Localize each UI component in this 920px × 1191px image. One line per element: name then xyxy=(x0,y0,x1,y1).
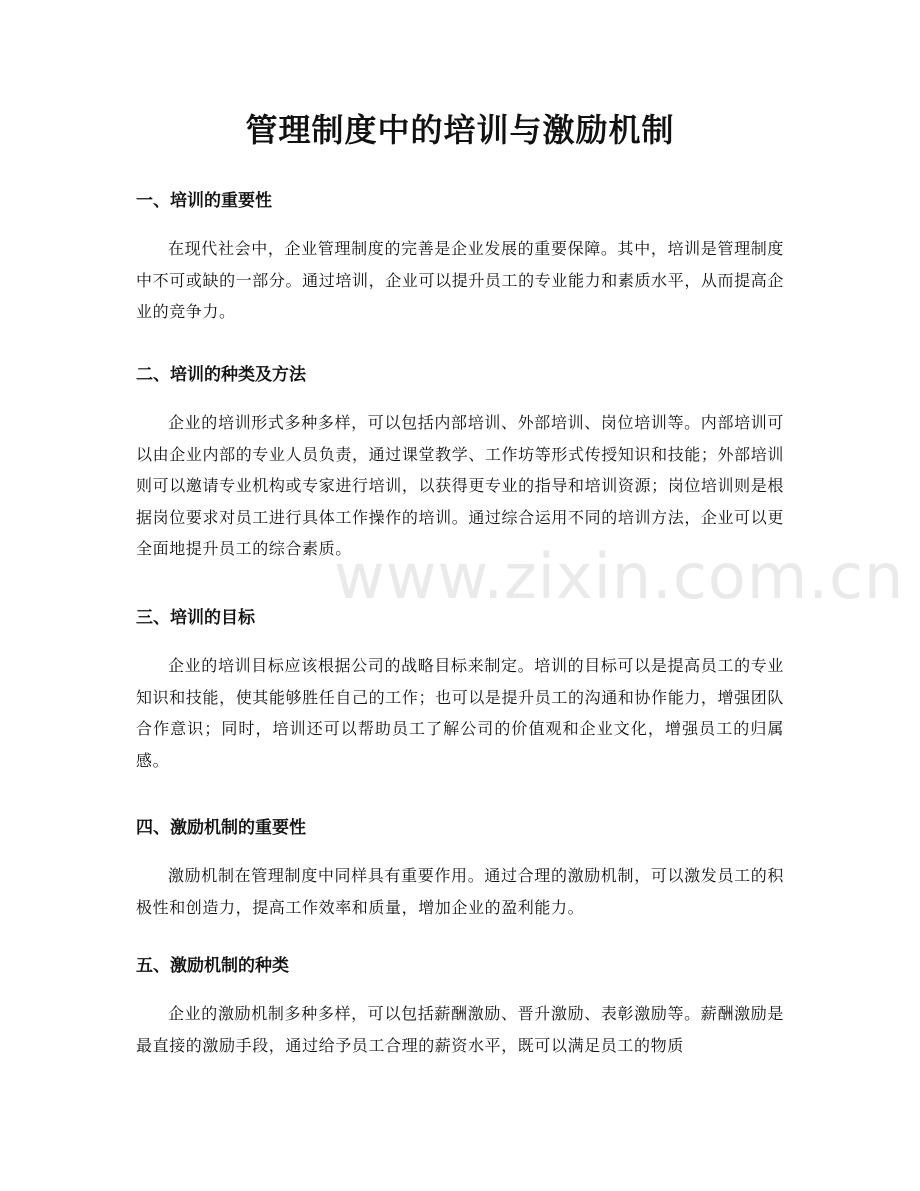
section-incentive-types xyxy=(136,954,784,1061)
section-paragraph: 激励机制在管理制度中同样具有重要作用。通过合理的激励机制，可以激发员工的积极性和创造力，提高工作效率和质量，增加企业的盈利能力。 xyxy=(136,866,784,917)
document-title: 管理制度中的培训与激励机制 xyxy=(245,111,675,149)
section-incentive-importance xyxy=(136,816,784,923)
section-training-types xyxy=(136,363,784,565)
section-training-importance xyxy=(136,189,784,328)
section-heading: 四、激励机制的重要性 xyxy=(136,818,306,838)
section-training-goals xyxy=(136,606,784,776)
section-heading: 一、培训的重要性 xyxy=(136,191,272,211)
section-paragraph: 企业的培训形式多种多样，可以包括内部培训、外部培训、岗位培训等。内部培训可以由企业内部的专业人员负责，通过课堂教学、工作坊等形式传授知识和技能；外部培训则可以邀请专业机构或专家进行培训，以获得更专业的指导和培训资源；岗位培训则是根据岗位要求对员工进行具体工作操作的培训。通过综合运用不同的培训方法，企业可以更全面地提升员工的综合素质。 xyxy=(136,413,784,558)
section-paragraph: 在现代社会中，企业管理制度的完善是企业发展的重要保障。其中，培训是管理制度中不可或缺的一部分。通过培训，企业可以提升员工的专业能力和素质水平，从而提高企业的竞争力。 xyxy=(136,239,784,321)
section-heading: 三、培训的目标 xyxy=(136,608,255,628)
section-heading: 二、培训的种类及方法 xyxy=(136,365,306,385)
section-heading: 五、激励机制的种类 xyxy=(136,956,289,976)
section-paragraph: 企业的激励机制多种多样，可以包括薪酬激励、晋升激励、表彰激励等。薪酬激励是最直接的激励手段，通过给予员工合理的薪资水平，既可以满足员工的物质 xyxy=(136,1004,784,1055)
section-paragraph: 企业的培训目标应该根据公司的战略目标来制定。培训的目标可以是提高员工的专业知识和技能，使其能够胜任自己的工作；也可以是提升员工的沟通和协作能力，增强团队合作意识；同时，培训还可以帮助员工了解公司的价值观和企业文化，增强员工的归属感。 xyxy=(136,656,784,770)
watermark-text: www.zixin.com.cn xyxy=(334,540,905,613)
